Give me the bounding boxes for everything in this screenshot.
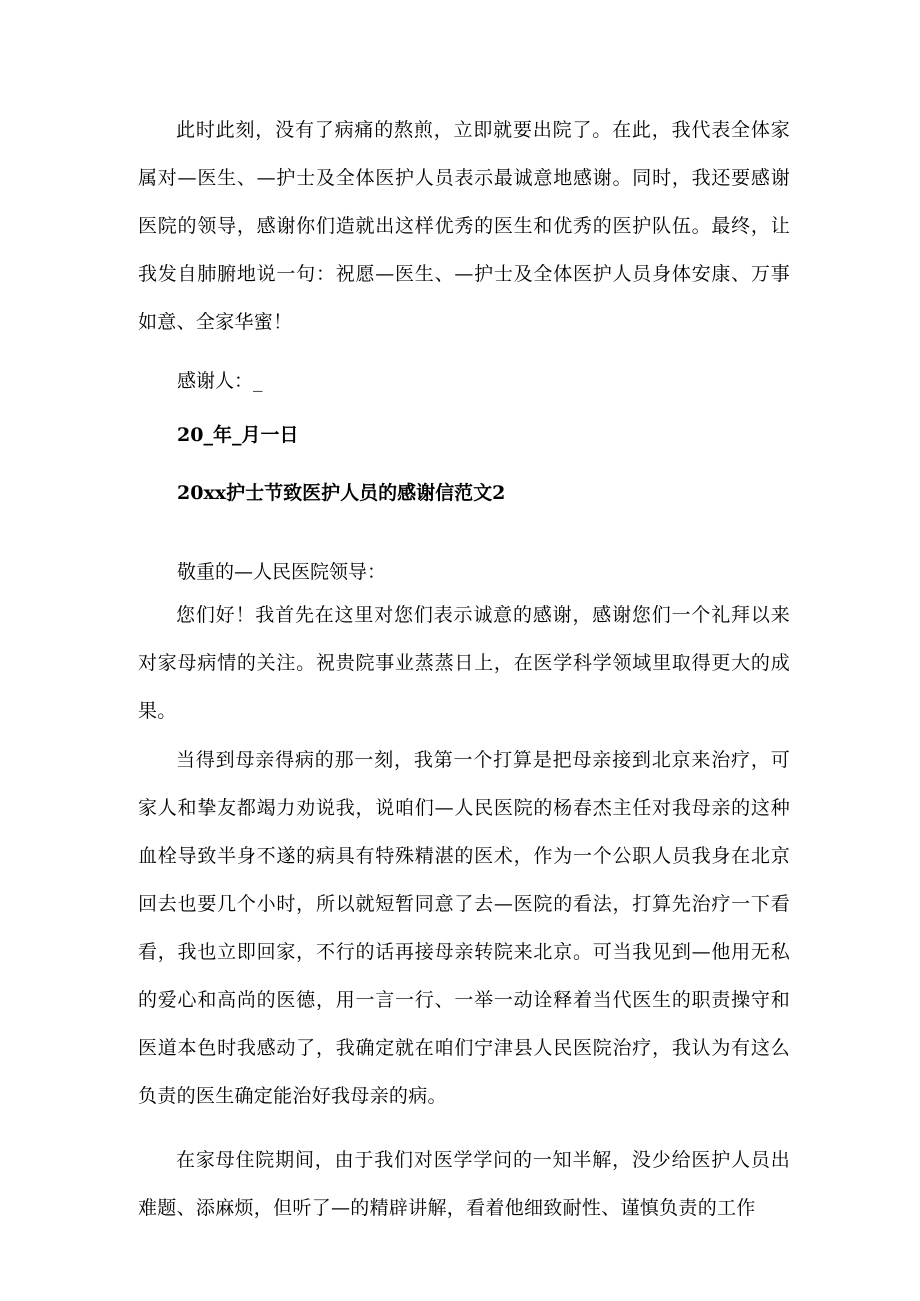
story-paragraph: 当得到母亲得病的那一刻，我第一个打算是把母亲接到北京来治疗，可家人和挚友都竭力劝说我，说咱们—人民医院的杨春杰主任对我母亲的这种血栓导致半身不遂的病具有特殊精湛的医术，作为一个公职人员我身在北京回去也要几个小时，所以就短暂同意了去—医院的看法，打算先治疗一下看看，我也立即回家，不行的话再接母亲转院来北京。可当我见到—他用无私的爱心和高尚的医德，用一言一行、一举一动诠释着当代医生的职责操守和医道本色时我感动了，我确定就在咱们宁津县人民医院治疗，我认为有这么负责的医生确定能治好我母亲的病。 xyxy=(138,749,790,1107)
section-heading: 20xx护士节致医护人员的感谢信范文2 xyxy=(177,482,506,504)
hospital-stay-paragraph: 在家母住院期间，由于我们对医学学问的一知半解，没少给医护人员出难题、添麻烦，但听了—的精辟讲解，看着他细致耐性、谨慎负责的工作 xyxy=(138,1149,790,1219)
salutation: 敬重的—人民医院领导： xyxy=(177,561,387,583)
closing-paragraph: 此时此刻，没有了病痛的熬煎，立即就要出院了。在此，我代表全体家属对—医生、—护士及全体医护人员表示最诚意地感谢。同时，我还要感谢医院的领导，感谢你们造就出这样优秀的医生和优秀的医护队伍。最终，让我发自肺腑地说一句：祝愿—医生、—护士及全体医护人员身体安康、万事如意、全家华蜜！ xyxy=(138,119,790,333)
date-line: 20_年_月一日 xyxy=(177,424,299,446)
signer-line: 感谢人：_ xyxy=(177,370,263,392)
greeting-paragraph: 您们好！我首先在这里对您们表示诚意的感谢，感谢您们一个礼拜以来对家母病情的关注。祝贵院事业蒸蒸日上，在医学科学领域里取得更大的成果。 xyxy=(138,604,790,722)
